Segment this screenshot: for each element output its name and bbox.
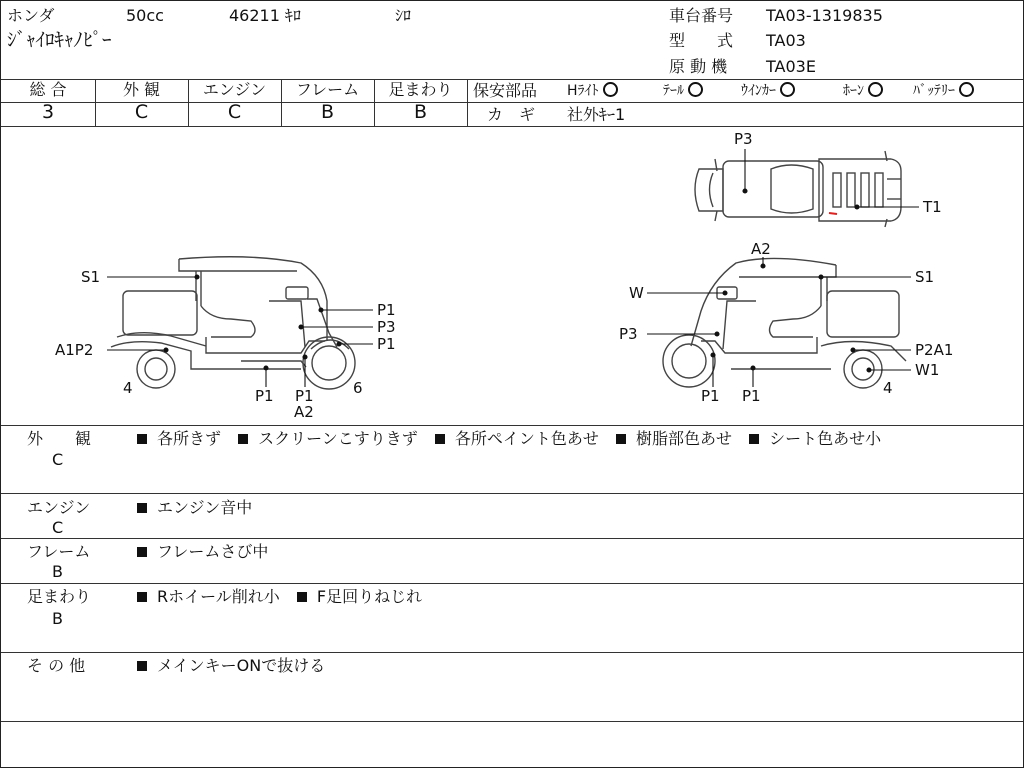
remark-label-frame: フレーム (27, 542, 91, 561)
bullet-icon (137, 547, 147, 557)
model-name: ｼﾞｬｲﾛｷｬﾉﾋﾟｰ (7, 29, 112, 51)
safety-label: 保安部品 (473, 81, 538, 100)
diagram-label: A2 (751, 240, 771, 258)
remark-items-other: メインキーONで抜ける (137, 657, 325, 675)
bullet-icon (137, 434, 147, 444)
maker: ホンダ (7, 6, 55, 25)
diagram-label: T1 (923, 198, 942, 216)
remark-items-exterior: 各所きず スクリーンこすりきず 各所ペイント色あせ 樹脂部色あせ シート色あせ小 (137, 430, 881, 448)
diagram-label: 4 (883, 379, 893, 397)
grade-value-engine: C (227, 101, 242, 123)
remark-label-exterior: 外 観 (27, 429, 92, 448)
key-label: カ ギ (487, 105, 536, 124)
frame-no: TA03-1319835 (766, 6, 883, 25)
scooter-damage-diagram (1, 1, 1024, 431)
diagram-label: P1 (255, 387, 274, 405)
diagram-label: P1 (701, 387, 720, 405)
diagram-label: A1P2 (55, 341, 94, 359)
diagram-label: W1 (915, 361, 940, 379)
remark-grade-frame: B (52, 562, 63, 581)
type-value: TA03 (766, 31, 806, 50)
grade-value-suspension: B (413, 101, 428, 123)
diagram-label: S1 (81, 268, 101, 286)
remark-label-engine: エンジン (27, 498, 91, 517)
bullet-icon (435, 434, 445, 444)
safety-horn: ﾎｰﾝ (843, 82, 883, 100)
diagram-label: 6 (353, 379, 363, 397)
bullet-icon (616, 434, 626, 444)
grade-label-exterior: 外 観 (122, 80, 161, 99)
grade-label-overall: 総 合 (29, 80, 67, 99)
safety-battery: ﾊﾞｯﾃﾘｰ (913, 82, 974, 100)
bullet-icon (137, 503, 147, 513)
diagram-label: 4 (123, 379, 133, 397)
remark-grade-suspension: B (52, 609, 63, 628)
bullet-icon (238, 434, 248, 444)
frame-no-label: 車台番号 (669, 6, 734, 25)
grade-label-suspension: 足まわり (388, 80, 453, 99)
safety-tail: ﾃｰﾙ (663, 82, 703, 100)
key-value: 社外ｷｰ1 (567, 105, 626, 124)
remark-items-frame: フレームさび中 (137, 543, 268, 561)
remark-label-suspension: 足まわり (27, 587, 92, 606)
safety-winker: ｳｲﾝｶｰ (741, 82, 795, 100)
bullet-icon (297, 592, 307, 602)
remark-label-other: そ の 他 (27, 656, 86, 675)
diagram-label: P3 (619, 325, 638, 343)
engine-label: 原 動 機 (669, 57, 728, 76)
grade-value-exterior: C (134, 101, 149, 123)
safety-headlight: Hﾗｲﾄ (567, 82, 618, 100)
diagram-label: P1 (377, 301, 396, 319)
engine-value: TA03E (766, 57, 816, 76)
mileage: 46211 ｷﾛ (229, 6, 301, 25)
diagram-label: W (629, 284, 644, 302)
diagram-label: P2A1 (915, 341, 954, 359)
diagram-label: P3 (734, 130, 753, 148)
diagram-label: P1 (742, 387, 761, 405)
diagram-label: S1 (915, 268, 935, 286)
diagram-label: A2 (294, 403, 314, 421)
bullet-icon (137, 592, 147, 602)
grade-label-engine: エンジン (202, 80, 267, 99)
displacement: 50cc (126, 6, 164, 25)
remark-grade-exterior: C (52, 450, 64, 469)
bullet-icon (749, 434, 759, 444)
grade-value-frame: B (320, 101, 335, 123)
diagram-label: P1 (295, 387, 314, 405)
remark-items-engine: エンジン音中 (137, 499, 252, 517)
diagram-label: P1 (377, 335, 396, 353)
remark-items-suspension: Rホイール削れ小 F足回りねじれ (137, 588, 422, 606)
bullet-icon (137, 661, 147, 671)
type-label: 型 式 (669, 31, 734, 50)
grade-value-overall: 3 (41, 101, 55, 123)
color: ｼﾛ (395, 6, 412, 25)
diagram-label: P3 (377, 318, 396, 336)
remark-grade-engine: C (52, 518, 64, 537)
grade-label-frame: フレーム (295, 80, 360, 99)
